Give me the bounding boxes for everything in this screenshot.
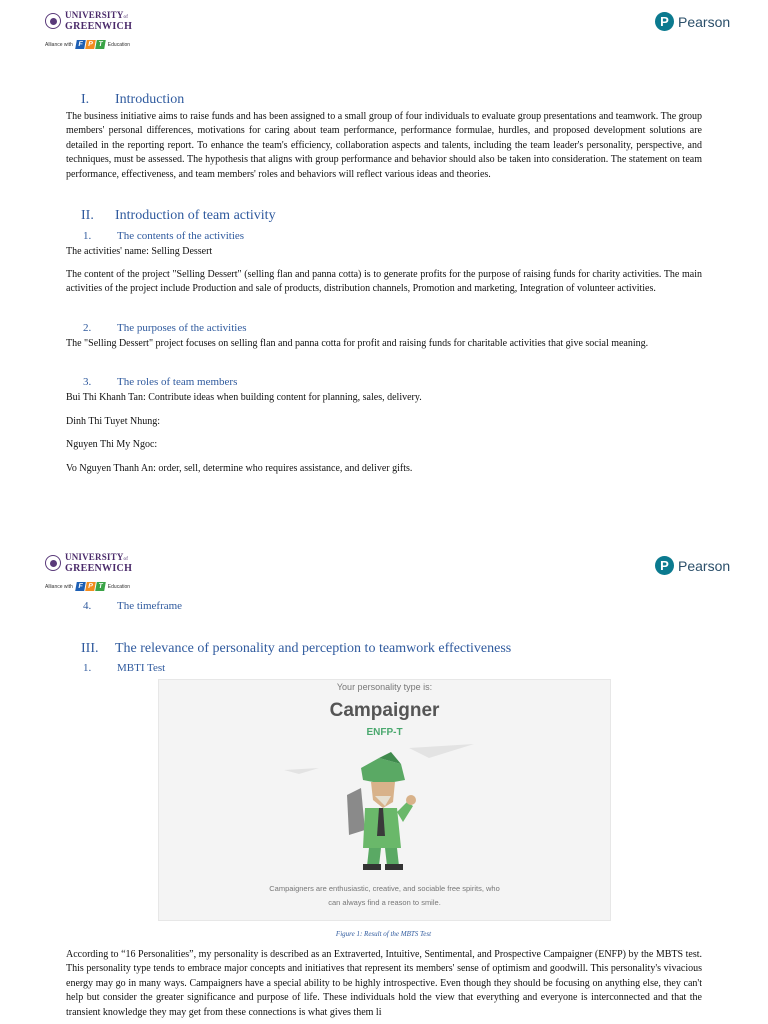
section-3-body: According to “16 Personalities”, my personality is described as an Extraverted, Intuitive, Sentimental, and Prospective Campaigner (ENFP) by the MBTS test. This personality type tends to embrace major concepts and initiatives that represent its members' sense of optimism and goodwill. This personality's vivacious energy may go in many ways. Campaigners have a special ability to be highly introspective. Even though they should be focusing on anything else, they can't help but consider the greater significance and purpose of life. These individuals hold the view that everything and everyone is interconnected and that the transient knowledge they may get from these connections is what gives them li [66, 949, 702, 1018]
member-role: Dinh Thi Tuyet Nhung: [66, 416, 160, 427]
university-logo [45, 11, 132, 31]
university-seal-icon [45, 555, 61, 571]
campaigner-illustration [279, 740, 489, 870]
figure-tagline: can always find a reason to smile. [328, 898, 441, 907]
fpt-alliance [45, 40, 130, 49]
university-name-line2: GREENWICH [65, 21, 133, 32]
decorative-shard [409, 744, 474, 758]
section-2-3-heading: 3. The roles of team members [83, 376, 238, 388]
personality-type-name: Campaigner [329, 700, 440, 721]
mbti-result-figure [158, 679, 611, 921]
figure-caption: Figure 1: Result of the MBTS Test [335, 930, 432, 938]
section-3-heading: III. The relevance of personality and perception to teamwork effectiveness [81, 641, 512, 656]
decorative-shard [284, 768, 319, 774]
pearson-logo: P Pearson [655, 556, 730, 575]
personality-type-code: ENFP-T [366, 727, 403, 738]
member-role: Vo Nguyen Thanh An: order, sell, determine who requires assistance, and deliver gifts. [66, 463, 413, 474]
section-3-1-heading: 1. MBTI Test [83, 662, 166, 674]
figure-tagline: Campaigners are enthusiastic, creative, and sociable free spirits, who [269, 884, 500, 893]
shoe-icon [385, 864, 403, 870]
section-2-1-heading: 1. The contents of the activities [83, 230, 245, 242]
member-role: Nguyen Thi My Ngoc: [66, 439, 158, 450]
section-2-4-heading: 4. The timeframe [83, 600, 183, 612]
section-1-body: The business initiative aims to raise funds and has been assigned to a small group of four individuals to evaluate group presentations and teamwork. The group members' personal differences, motivations for caring about team performance, performance formulae, hurdles, and proposed development solutions are detailed in the reporting report. To enhance the team's efficiency, collaboration aspects and talents, including the team leader's personality, perspective, and techniques, must be assessed. The hypothesis that aligns with group performance and behavior should also be taken into consideration. The statement on team performance, effectiveness, and team members' roles and behaviors will reflect various ideas and theories. [66, 111, 702, 180]
member-role: Bui Thi Khanh Tan: Contribute ideas when building content for planning, sales, delivery. [66, 392, 422, 403]
figure-kicker: Your personality type is: [336, 682, 433, 692]
fpt-logo: F P T [76, 582, 105, 591]
education-text: Education [107, 41, 131, 48]
fpt-alliance: Alliance with F P T Education [45, 583, 131, 590]
section-2-2-body: The "Selling Dessert" project focuses on selling flan and panna cotta for profit and raising funds for charitable activities that give social meaning. [66, 338, 649, 349]
university-of: of [123, 15, 129, 20]
section-2-heading: II. Introduction of team activity [81, 208, 276, 223]
pearson-icon: P [655, 556, 674, 575]
section-2-1-body: The content of the project "Selling Dessert" (selling flan and panna cotta) is to generate profits for the purpose of raising funds for charity activities. The main activities of the project include Production and sale of products, distribution channels, Promotion and marketing, Integration of volunteer activities. [66, 269, 702, 295]
section-2-2-heading: 2. The purposes of the activities [83, 322, 247, 334]
face-icon [371, 782, 395, 808]
activity-name: The activities' name: Selling Dessert [66, 246, 213, 257]
fpt-logo: F P T [76, 40, 105, 49]
pearson-logo: P Pearson [655, 12, 730, 31]
university-logo: UNIVERSITYof GREENWICH [45, 553, 132, 573]
shoe-icon [363, 864, 381, 870]
pearson-icon: P [655, 12, 674, 31]
university-name-line1: UNIVERSITY [65, 10, 124, 20]
university-seal-icon [45, 13, 61, 29]
section-1-heading: I. Introduction [81, 92, 185, 107]
alliance-text: Alliance with [45, 41, 73, 48]
backpack-icon [347, 788, 365, 835]
